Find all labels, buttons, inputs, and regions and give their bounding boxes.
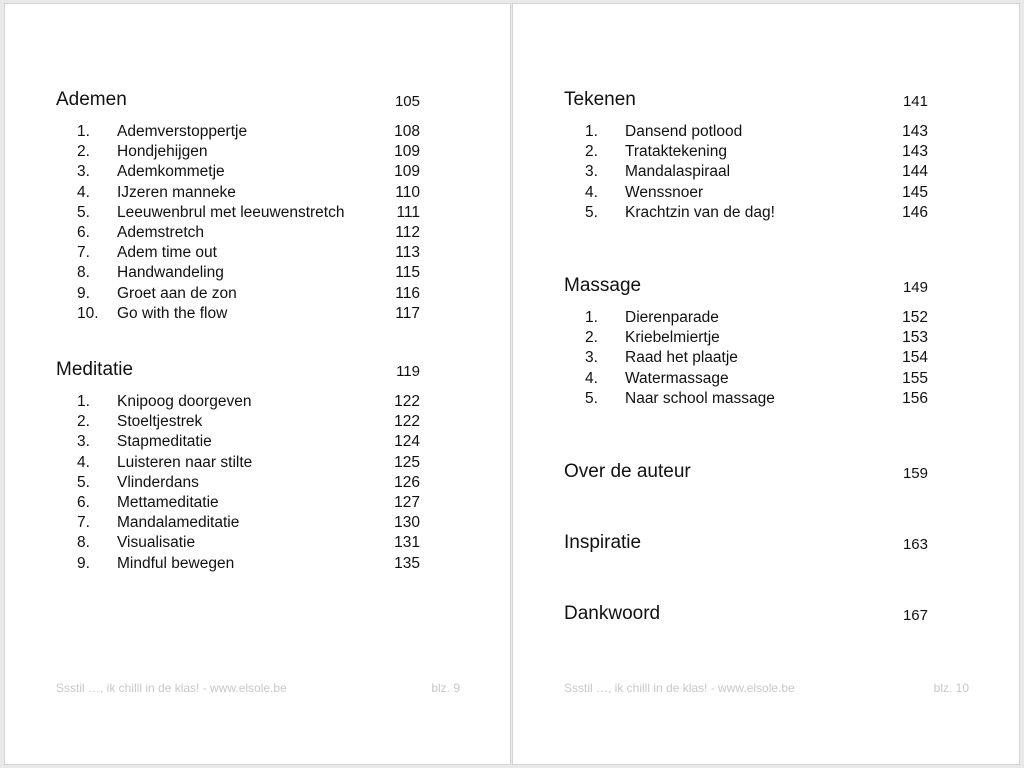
item-number: 1. — [77, 393, 90, 410]
toc-item[interactable] — [564, 183, 928, 203]
toc-item[interactable] — [56, 554, 420, 574]
toc-item-list — [56, 122, 420, 324]
toc-item[interactable] — [564, 389, 928, 409]
section-title: Ademen — [56, 89, 127, 110]
toc-item[interactable] — [56, 284, 420, 304]
item-number: 3. — [585, 163, 598, 181]
item-page-number: 146 — [902, 203, 928, 221]
toc-item[interactable] — [564, 369, 928, 389]
item-page-number: 127 — [394, 493, 420, 511]
item-title: Visualisatie — [117, 534, 196, 552]
toc-section-meditatie — [56, 359, 420, 574]
item-page-number: 110 — [395, 183, 420, 201]
section-page-number: 167 — [902, 607, 928, 624]
item-title: Mindful bewegen — [117, 554, 235, 572]
item-title: Naar school massage — [625, 389, 775, 407]
toc-section-inspiratie — [564, 532, 928, 556]
item-title: Luisteren naar stilte — [117, 453, 253, 471]
toc-section-header[interactable] — [564, 89, 928, 113]
item-title: Ademverstoppertje — [117, 123, 248, 140]
item-page-number: 122 — [394, 413, 420, 431]
toc-item[interactable] — [56, 453, 420, 473]
section-page-number: 159 — [902, 465, 928, 482]
item-number: 1. — [585, 123, 598, 140]
item-number: 5. — [585, 389, 598, 407]
item-title: Kriebelmiertje — [625, 329, 720, 347]
item-number: 3. — [585, 349, 598, 367]
toc-item[interactable] — [564, 328, 928, 348]
section-page-number: 105 — [394, 93, 420, 110]
item-title: Stoeltjestrek — [117, 413, 203, 431]
toc-item[interactable] — [56, 392, 420, 412]
item-number: 8. — [77, 534, 90, 552]
toc-item[interactable] — [56, 223, 420, 243]
toc-section-header[interactable] — [56, 89, 420, 113]
section-title: Massage — [564, 275, 642, 296]
toc-item[interactable] — [564, 162, 928, 182]
item-title: Watermassage — [625, 369, 729, 387]
toc-item[interactable] — [564, 122, 928, 142]
item-title: Mandalameditatie — [117, 514, 240, 532]
item-page-number: 155 — [902, 369, 928, 387]
item-page-number: 143 — [902, 123, 928, 140]
item-page-number: 124 — [394, 433, 420, 451]
item-title: Trataktekening — [625, 143, 727, 161]
footer-page-number: blz. 9 — [431, 681, 460, 695]
item-number: 6. — [77, 223, 90, 241]
item-page-number: 143 — [902, 143, 928, 161]
item-page-number: 126 — [394, 473, 420, 491]
item-title: IJzeren manneke — [117, 183, 236, 201]
toc-item[interactable] — [56, 162, 420, 182]
item-title: Stapmeditatie — [117, 433, 212, 451]
item-number: 2. — [77, 143, 90, 161]
item-page-number: 145 — [902, 183, 928, 201]
section-page-number: 163 — [902, 536, 928, 553]
toc-section-tekenen — [564, 89, 928, 223]
item-page-number: 113 — [395, 244, 420, 262]
item-page-number: 109 — [394, 163, 420, 181]
section-page-number: 141 — [902, 93, 928, 110]
item-title: Krachtzin van de dag! — [625, 203, 775, 221]
item-number: 7. — [77, 514, 90, 532]
toc-item[interactable] — [564, 308, 928, 328]
item-page-number: 116 — [395, 284, 420, 302]
item-number: 1. — [77, 123, 90, 140]
right-page — [512, 3, 1020, 765]
item-number: 4. — [77, 453, 90, 471]
item-page-number: 131 — [394, 534, 420, 552]
section-title: Inspiratie — [564, 532, 642, 553]
section-title: Dankwoord — [564, 603, 661, 624]
toc-item[interactable] — [564, 348, 928, 368]
item-title: Dansend potlood — [625, 123, 743, 140]
toc-item[interactable] — [56, 243, 420, 263]
item-number: 9. — [77, 554, 90, 572]
item-page-number: 153 — [902, 329, 928, 347]
item-page-number: 122 — [394, 393, 420, 410]
item-page-number: 115 — [395, 264, 420, 282]
section-page-number: 149 — [902, 279, 928, 296]
item-page-number: 108 — [394, 123, 420, 140]
item-number: 10. — [77, 304, 99, 322]
item-number: 4. — [585, 369, 598, 387]
item-title: Hondjehijgen — [117, 143, 208, 161]
item-title: Vlinderdans — [117, 473, 199, 491]
toc-item[interactable] — [56, 304, 420, 324]
toc-section-header[interactable] — [564, 275, 928, 299]
item-title: Mandalaspiraal — [625, 163, 731, 181]
section-page-number: 119 — [396, 363, 420, 380]
item-number: 2. — [585, 143, 598, 161]
item-title: Mettameditatie — [117, 493, 219, 511]
item-number: 9. — [77, 284, 90, 302]
item-number: 8. — [77, 264, 90, 282]
toc-section-header[interactable] — [564, 603, 928, 627]
item-page-number: 112 — [395, 223, 420, 241]
toc-item[interactable] — [564, 142, 928, 162]
toc-item[interactable] — [56, 142, 420, 162]
item-page-number: 130 — [394, 514, 420, 532]
item-number: 3. — [77, 433, 90, 451]
item-page-number: 152 — [902, 309, 928, 326]
toc-section-over-de-auteur — [564, 461, 928, 485]
toc-section-dankwoord — [564, 603, 928, 627]
item-page-number: 135 — [394, 554, 420, 572]
item-title: Handwandeling — [117, 264, 224, 282]
toc-section-header[interactable] — [56, 359, 420, 383]
toc-item[interactable] — [56, 513, 420, 533]
toc-item[interactable] — [56, 263, 420, 283]
item-number: 3. — [77, 163, 90, 181]
toc-item[interactable] — [56, 412, 420, 432]
item-number: 4. — [77, 183, 90, 201]
item-title: Groet aan de zon — [117, 284, 237, 302]
item-page-number: 111 — [396, 203, 420, 221]
item-title: Leeuwenbrul met leeuwenstretch — [117, 203, 345, 221]
left-page — [4, 3, 511, 765]
toc-section-ademen — [56, 89, 420, 324]
item-page-number: 154 — [902, 349, 928, 367]
item-number: 2. — [77, 413, 90, 431]
section-title: Meditatie — [56, 359, 134, 380]
toc-item[interactable] — [56, 533, 420, 553]
toc-item[interactable] — [56, 432, 420, 452]
item-number: 1. — [585, 309, 598, 326]
item-title: Adem time out — [117, 244, 217, 262]
toc-item[interactable] — [56, 493, 420, 513]
toc-item[interactable] — [56, 183, 420, 203]
item-title: Raad het plaatje — [625, 349, 738, 367]
item-page-number: 125 — [394, 453, 420, 471]
toc-item[interactable] — [56, 122, 420, 142]
toc-item-list — [564, 122, 928, 223]
footer-page-number: blz. 10 — [933, 681, 969, 695]
toc-section-massage — [564, 275, 928, 409]
item-title: Dierenparade — [625, 309, 719, 326]
item-number: 6. — [77, 493, 90, 511]
toc-item[interactable] — [564, 203, 928, 223]
item-number: 4. — [585, 183, 598, 201]
item-number: 5. — [77, 203, 90, 221]
item-title: Ademkommetje — [117, 163, 225, 181]
toc-item-list — [564, 308, 928, 409]
item-page-number: 156 — [902, 389, 928, 407]
item-page-number: 117 — [395, 304, 420, 322]
section-title: Tekenen — [564, 89, 636, 110]
toc-item[interactable] — [56, 203, 420, 223]
toc-section-header[interactable] — [564, 532, 928, 556]
toc-item[interactable] — [56, 473, 420, 493]
toc-section-header[interactable] — [564, 461, 928, 485]
item-page-number: 144 — [902, 163, 928, 181]
footer-text: Ssstil …, ik chilll in de klas! - www.elsole.be — [56, 681, 287, 695]
item-number: 5. — [585, 203, 598, 221]
item-number: 7. — [77, 244, 90, 262]
item-title: Wenssnoer — [625, 183, 704, 201]
item-title: Knipoog doorgeven — [117, 393, 252, 410]
item-title: Ademstretch — [117, 223, 205, 241]
section-title: Over de auteur — [564, 461, 691, 482]
item-page-number: 109 — [394, 143, 420, 161]
item-number: 2. — [585, 329, 598, 347]
toc-item-list — [56, 392, 420, 574]
footer-text: Ssstil …, ik chilll in de klas! - www.elsole.be — [564, 681, 795, 695]
item-number: 5. — [77, 473, 90, 491]
item-title: Go with the flow — [117, 304, 228, 322]
